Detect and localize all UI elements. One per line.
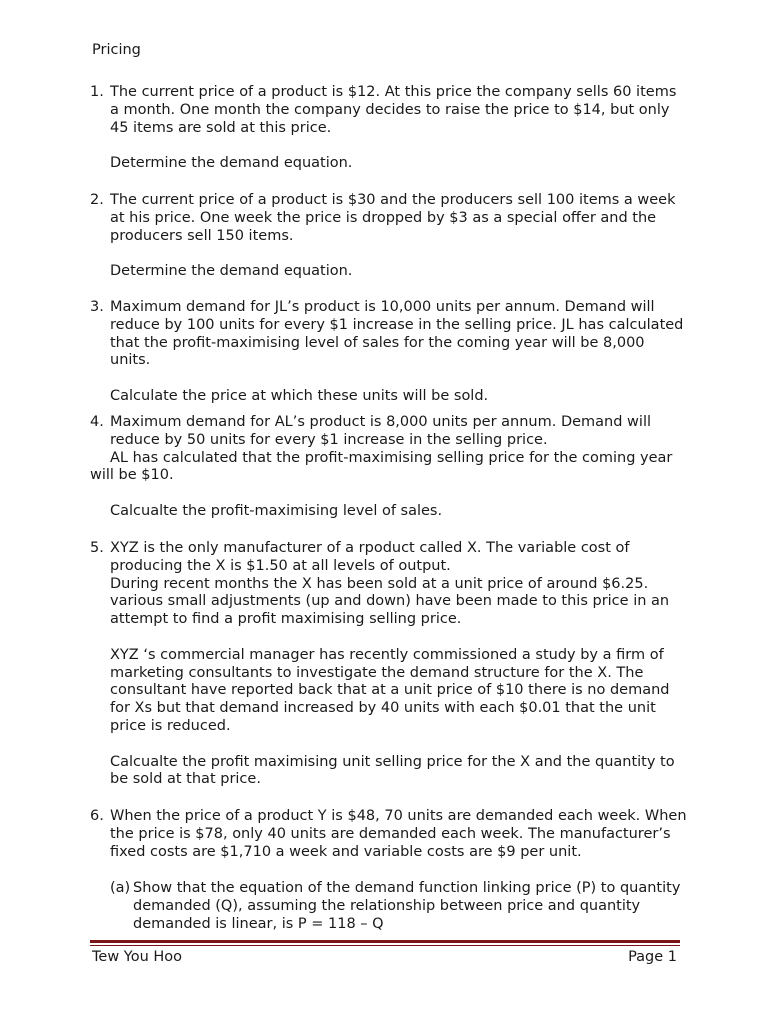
question-number: 6. [90,808,104,824]
question-text-line: various small adjustments (up and down) have been made to this price in an [110,593,670,610]
header-title: Pricing [92,42,141,58]
question-2 [90,192,690,281]
question-3 [90,299,690,406]
question-text-line: at his price. One week the price is dropped by $3 as a special offer and the [110,209,657,226]
subquestion-text-line: demanded (Q), assuming the relationship between price and quantity [133,897,641,914]
subquestion-text-line: demanded is linear, is P = 118 – Q [133,915,384,932]
question-number: 1. [90,84,104,100]
footer-page-number: Page 1 [628,949,677,965]
question-5 [90,540,690,789]
footer-divider-thick [90,940,680,943]
footer-divider-thin [90,945,680,946]
question-task: Determine the demand equation. [110,155,353,172]
subquestion-text-line: Show that the equation of the demand function linking price (P) to quantity [133,880,681,896]
question-text-line: that the profit-maximising level of sales for the coming year will be 8,000 [110,334,645,351]
question-task: Determine the demand equation. [110,263,353,280]
question-4 [90,414,690,521]
question-number: 4. [90,414,104,430]
subquestion-label: (a) [110,880,131,896]
question-text-line: reduce by 50 units for every $1 increase in the selling price. [110,431,548,448]
question-text-line: producing the X is $1.50 at all levels of output. [110,557,451,574]
question-text-line: XYZ ‘s commercial manager has recently commissioned a study by a firm of [110,646,664,663]
question-text-line: producers sell 150 items. [110,227,294,244]
question-number: 2. [90,192,104,208]
question-text-line: AL has calculated that the profit-maximising selling price for the coming year [110,449,673,466]
question-task: Calculate the price at which these units will be sold. [110,387,489,404]
question-text-line: consultant have reported back that at a unit price of $10 there is no demand [110,682,670,699]
question-text-line: marketing consultants to investigate the demand structure for the X. The [110,664,644,681]
question-text-line: units. [110,352,151,369]
question-text-line: The current price of a product is $30 and the producers sell 100 items a week [110,192,676,208]
question-text-line: attempt to find a profit maximising selling price. [110,611,462,628]
question-text-line: When the price of a product Y is $48, 70 units are demanded each week. When [110,808,687,824]
footer-author: Tew You Hoo [92,949,183,965]
question-6a [110,880,690,933]
question-task: Calcualte the profit maximising unit selling price for the X and the quantity to [110,753,675,770]
question-text-line: for Xs but that demand increased by 40 units with each $0.01 that the unit [110,700,656,717]
question-text-line: XYZ is the only manufacturer of a rpoduct called X. The variable cost of [110,540,630,556]
question-6 [90,808,690,861]
question-1 [90,84,690,173]
question-task: Calcualte the profit-maximising level of sales. [110,502,443,519]
question-text-line: Maximum demand for JL’s product is 10,000 units per annum. Demand will [110,299,655,315]
question-text-line: reduce by 100 units for every $1 increase in the selling price. JL has calculated [110,316,684,333]
question-text-line: During recent months the X has been sold at a unit price of around $6.25. [110,575,649,592]
question-text-line: a month. One month the company decides to raise the price to $14, but only [110,101,670,118]
question-task: be sold at that price. [110,771,261,788]
question-text-line: The current price of a product is $12. At this price the company sells 60 items [110,84,677,100]
question-text-line: the price is $78, only 40 units are demanded each week. The manufacturer’s [110,825,671,842]
question-text-line: 45 items are sold at this price. [110,119,332,136]
question-number: 5. [90,540,104,556]
question-text-line: fixed costs are $1,710 a week and variable costs are $9 per unit. [110,843,582,860]
question-text-line: Maximum demand for AL’s product is 8,000 units per annum. Demand will [110,414,651,430]
question-number: 3. [90,299,104,315]
question-text-line: price is reduced. [110,717,231,734]
question-text-line: will be $10. [90,467,174,484]
